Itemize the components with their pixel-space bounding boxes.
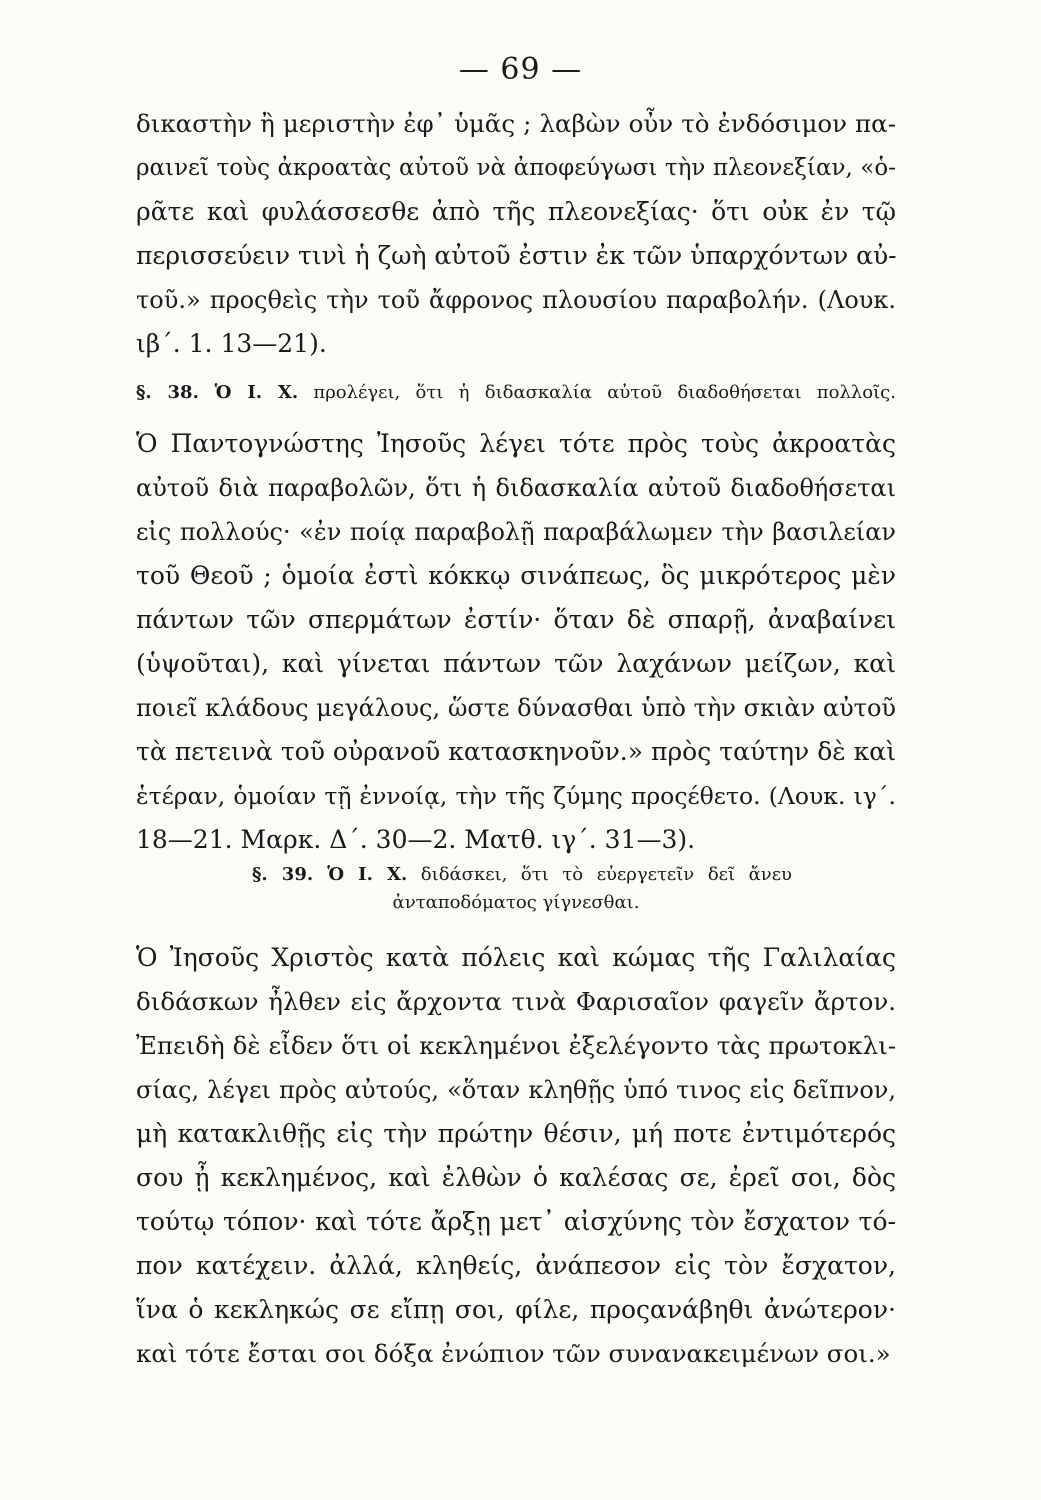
section-title: προλέγει, ὅτι ἡ διδασκαλία αὐτοῦ διαδοθήσεται πολλοῖς. — [313, 382, 896, 403]
text-line: ἵνα ὁ κεκληκώς σε εἴπῃ σοι, φίλε, προςανάβηθι ἀνώτερον· — [136, 1295, 896, 1324]
section-39-body — [136, 936, 896, 1376]
text-line: (ὑψοῦται), καὶ γίνεται πάντων τῶν λαχάνων μείζων, καὶ — [136, 649, 896, 678]
section-number: §. 39. Ὁ Ι. Χ. — [252, 864, 408, 885]
section-39-heading — [252, 864, 792, 885]
text-line: ποιεῖ κλάδους μεγάλους, ὥστε δύνασθαι ὑπὸ τὴν σκιὰν αὐτοῦ — [136, 694, 896, 722]
section-38-heading — [136, 382, 896, 403]
text-line: Ἐπειδὴ δὲ εἶδεν ὅτι οἱ κεκλημένοι ἐξελέγοντο τὰς πρωτοκλι- — [136, 1031, 896, 1060]
text-line: εἰς πολλούς· «ἐν ποίᾳ παραβολῇ παραβάλωμεν τὴν βασιλείαν — [136, 518, 896, 546]
text-line: ρᾶτε καὶ φυλάσσεσθε ἀπὸ τῆς πλεονεξίας· ὅτι οὐκ ἐν τῷ — [136, 197, 896, 226]
text-line: σίας, λέγει πρὸς αὐτούς, «ὅταν κληθῇς ὑπό τινος εἰς δεῖπνον, — [136, 1076, 896, 1104]
text-line: πον κατέχειν. ἀλλά, κληθείς, ἀνάπεσον εἰς τὸν ἔσχατον, — [136, 1251, 896, 1280]
paragraph-continued — [136, 102, 896, 366]
text-line: ραινεῖ τοὺς ἀκροατὰς αὐτοῦ νὰ ἀποφεύγωσι τὴν πλεονεξίαν, «ὁ- — [136, 155, 896, 181]
text-line: τὰ πετεινὰ τοῦ οὐρανοῦ κατασκηνοῦν.» πρὸς ταύτην δὲ καὶ — [136, 737, 896, 766]
page-number: — 69 — — [458, 52, 583, 87]
text-line: διδάσκων ἦλθεν εἰς ἄρχοντα τινὰ Φαρισαῖον φαγεῖν ἄρτον. — [136, 987, 896, 1016]
text-line: πάντων τῶν σπερμάτων ἐστίν· ὅταν δὲ σπαρῇ, ἀναβαίνει — [136, 605, 896, 634]
text-line: σου ᾖ κεκλημένος, καὶ ἐλθὼν ὁ καλέσας σε, ἐρεῖ σοι, δὸς — [136, 1163, 896, 1192]
text-line: τούτῳ τόπον· καὶ τότε ἄρξῃ μετ᾿ αἰσχύνης τὸν ἔσχατον τό- — [136, 1207, 896, 1236]
text-line: μὴ κατακλιθῇς εἰς τὴν πρώτην θέσιν, μή ποτε ἐντιμότερός — [136, 1119, 896, 1148]
text-line: τοῦ.» προςθεὶς τὴν τοῦ ἄφρονος πλουσίου παραβολήν. (Λουκ. — [136, 286, 896, 314]
text-line: ἑτέραν, ὁμοίαν τῇ ἐννοίᾳ, τὴν τῆς ζύμης προςέθετο. (Λουκ. ιγ΄. — [136, 782, 896, 810]
section-39-heading-cont — [136, 892, 896, 913]
text-line: τοῦ Θεοῦ ; ὁμοία ἐστὶ κόκκῳ σινάπεως, ὃς μικρότερος μὲν — [136, 561, 896, 590]
text-line: καὶ τότε ἔσται σοι δόξα ἐνώπιον τῶν συνανακειμένων σοι.» — [136, 1339, 891, 1368]
section-number: §. 38. Ὁ Ι. Χ. — [136, 382, 299, 403]
text-line: ιβ΄. 1. 13—21). — [136, 329, 327, 358]
text-line: 18—21. Μαρκ. Δ΄. 30—2. Ματθ. ιγ΄. 31—3). — [136, 825, 696, 854]
text-line: αὐτοῦ διὰ παραβολῶν, ὅτι ἡ διδασκαλία αὐτοῦ διαδοθήσεται — [136, 474, 896, 502]
text-line: περισσεύειν τινὶ ἡ ζωὴ αὐτοῦ ἐστιν ἐκ τῶν ὑπαρχόντων αὐ- — [136, 241, 897, 270]
text-line: δικαστὴν ἢ μεριστὴν ἐφ᾿ ὑμᾶς ; λαβὼν οὖν τὸ ἐνδόσιμον πα- — [136, 109, 896, 138]
section-title: ἀνταποδόματος γίγνεσθαι. — [392, 892, 640, 913]
section-title: διδάσκει, ὅτι τὸ εὐεργετεῖν δεῖ ἄνευ — [420, 864, 792, 885]
text-line: Ὁ Παντογνώστης Ἰησοῦς λέγει τότε πρὸς τοὺς ἀκροατὰς — [136, 429, 896, 458]
text-line: Ὁ Ἰησοῦς Χριστὸς κατὰ πόλεις καὶ κώμας τῆς Γαλιλαίας — [136, 943, 896, 972]
section-38-body — [136, 422, 896, 862]
